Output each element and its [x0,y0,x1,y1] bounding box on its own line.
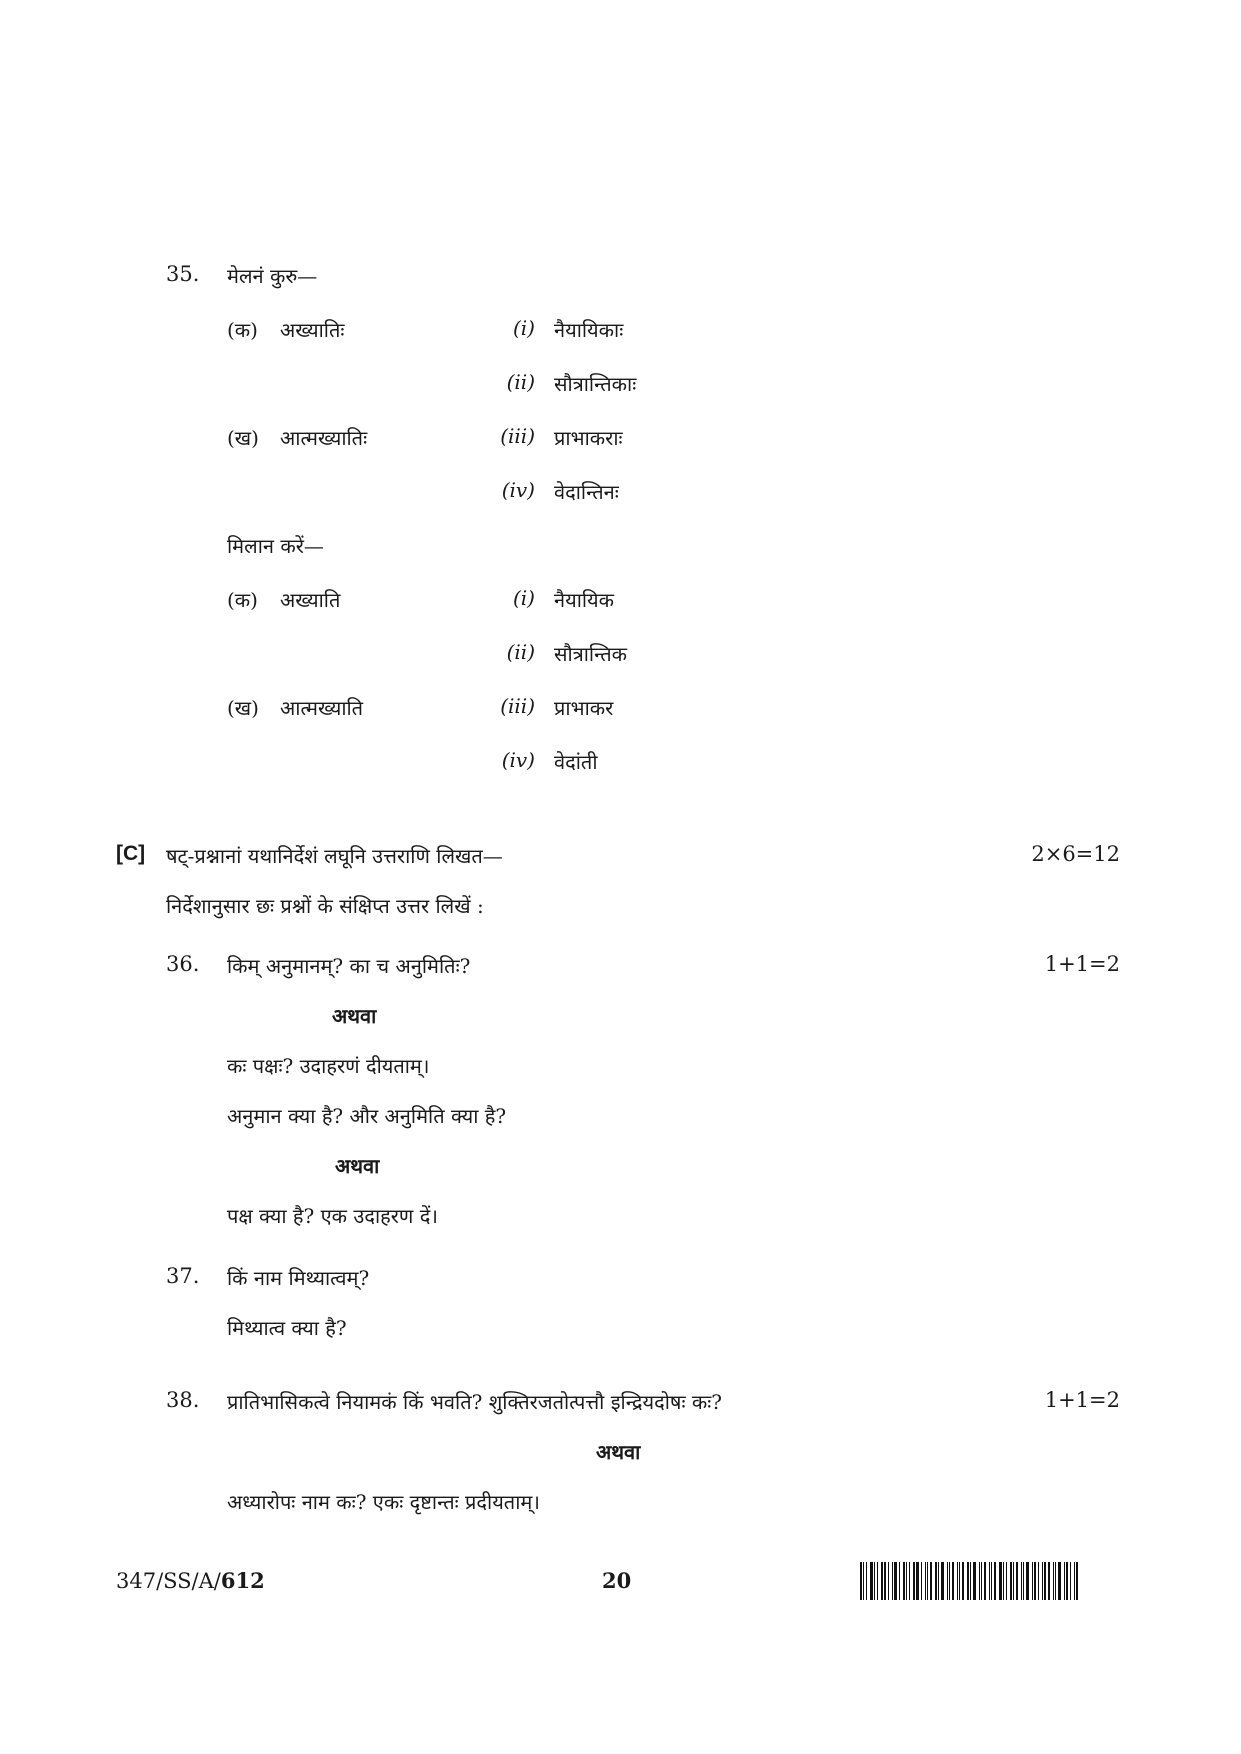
paper-code-prefix: 347/SS/A/ [116,1569,221,1593]
barcode-bar [1058,1562,1061,1600]
q38-alt: अध्यारोपः नाम कः? एकः दृष्टान्तः प्रदीयताम्। [227,1490,540,1514]
barcode-bar [906,1562,907,1600]
q35-option-ka: (क) [227,318,258,342]
barcode-bar [1016,1562,1018,1600]
barcode-bar [860,1562,862,1600]
barcode-bar [903,1562,905,1600]
barcode-bar [1038,1562,1039,1600]
barcode-bar [1055,1562,1056,1600]
barcode-bar [1064,1562,1065,1600]
barcode-bar [981,1562,982,1600]
barcode-bar [949,1562,950,1600]
q35-hindi-title: मिलान करें— [227,534,324,558]
q35-right-num: (ii) [506,370,535,394]
q35-hindi-option-kha-text: आत्मख्याति [280,696,364,720]
barcode-bar [913,1562,915,1600]
barcode-bar [927,1562,928,1600]
barcode-bar [952,1562,954,1600]
barcode-bar [1034,1562,1036,1600]
barcode-bar [1013,1562,1014,1600]
q35-hindi-right-text: नैयायिक [554,588,615,612]
q38-marks: 1+1=2 [1044,1388,1120,1412]
barcode-bar [989,1562,990,1600]
barcode-bar [967,1562,969,1600]
barcode-image [860,1562,1122,1600]
paper-code-bold: 612 [220,1568,265,1593]
barcode-bar [979,1562,980,1600]
q36-number: 36. [166,952,200,976]
barcode-bar [925,1562,926,1600]
q35-option-kha: (ख) [227,426,259,450]
q35-hindi-option-ka-text: अख्याति [280,588,341,612]
barcode-bar [921,1562,922,1600]
barcode-bar [991,1562,992,1600]
q35-hindi-right-num: (iii) [500,694,535,718]
paper-code [116,1568,265,1593]
barcode-bar [888,1562,889,1600]
q35-number: 35. [166,262,200,286]
q35-right-num: (iv) [501,478,535,502]
section-c-instruction-hindi: निर्देशानुसार छः प्रश्नों के संक्षिप्त उत्तर लिखें : [166,894,484,918]
barcode-bar [874,1562,875,1600]
q38-text: प्रातिभासिकत्वे नियामकं किं भवति? शुक्तिरजतोत्पत्तौ इन्द्रियदोषः कः? [227,1390,722,1414]
barcode-bar [1048,1562,1050,1600]
barcode-bar [930,1562,932,1600]
q35-right-num: (iii) [500,424,535,448]
section-c-instruction-sanskrit: षट्-प्रश्नानां यथानिर्देशं लघूनि उत्तराणि लिखत— [166,844,503,868]
barcode-bar [1076,1562,1078,1600]
barcode-bar [916,1562,919,1600]
barcode-bar [957,1562,958,1600]
barcode-bar [884,1562,886,1600]
q35-hindi-right-num: (iv) [501,748,535,772]
q35-title: मेलनं कुरु— [227,264,318,288]
barcode-bar [866,1562,867,1600]
q35-right-text: वेदान्तिनः [554,480,619,504]
barcode-bar [935,1562,937,1600]
barcode-bar [947,1562,948,1600]
q36-alt-hindi: पक्ष क्या है? एक उदाहरण दें। [227,1204,438,1228]
barcode-bar [994,1562,996,1600]
barcode-bar [1074,1562,1075,1600]
barcode-bar [1023,1562,1024,1600]
q36-or: अथवा [332,1004,377,1028]
barcode-bar [999,1562,1002,1600]
q35-hindi-right-num: (ii) [506,640,535,664]
barcode-bar [863,1562,864,1600]
q38-or: अथवा [596,1440,641,1464]
barcode-bar [881,1562,883,1600]
q35-option-ka-text: अख्यातिः [280,318,345,342]
barcode-bar [1021,1562,1022,1600]
barcode-bar [973,1562,976,1600]
q37-number: 37. [166,1264,200,1288]
q35-right-text: सौत्रान्तिकाः [554,372,637,396]
q36-text: किम् अनुमानम्? का च अनुमितिः? [227,954,471,978]
barcode-bar [984,1562,986,1600]
q35-hindi-right-text: सौत्रान्तिक [554,642,628,666]
q35-hindi-right-text: वेदांती [554,750,598,774]
q36-hindi: अनुमान क्या है? और अनुमिति क्या है? [227,1104,507,1128]
page-number: 20 [602,1568,632,1593]
barcode-bar [970,1562,971,1600]
barcode-bar [1026,1562,1029,1600]
q35-right-text: नैयायिकाः [554,318,624,342]
barcode-bar [938,1562,939,1600]
barcode-bar [1044,1562,1046,1600]
barcode-bar [1053,1562,1054,1600]
barcode-bar [877,1562,878,1600]
section-c-marks: 2×6=12 [1031,842,1120,866]
q36-alt-sanskrit: कः पक्षः? उदाहरणं दीयताम्। [227,1054,430,1078]
q37-text: किं नाम मिथ्यात्वम्? [227,1266,370,1290]
q35-hindi-right-num: (i) [512,586,535,610]
barcode-bar [941,1562,944,1600]
q37-hindi: मिथ्यात्व क्या है? [227,1316,347,1340]
q35-hindi-right-text: प्राभाकर [554,696,614,720]
barcode-bar [870,1562,873,1600]
q35-right-num: (i) [512,316,535,340]
barcode-bar [892,1562,893,1600]
q35-option-kha-text: आत्मख्यातिः [280,426,368,450]
section-c-label: [C] [116,842,146,865]
barcode-bar [1042,1562,1043,1600]
barcode-bar [909,1562,910,1600]
barcode-bar [1006,1562,1007,1600]
q36-marks: 1+1=2 [1044,952,1120,976]
q38-number: 38. [166,1388,200,1412]
q35-hindi-option-ka: (क) [227,588,258,612]
barcode-bar [899,1562,900,1600]
barcode-bar [1010,1562,1012,1600]
q35-right-text: प्राभाकराः [554,426,623,450]
barcode-bar [1066,1562,1068,1600]
q36-or-hindi: अथवा [335,1154,380,1178]
barcode-bar [1070,1562,1071,1600]
barcode-bar [959,1562,960,1600]
barcode-bar [1032,1562,1033,1600]
q35-hindi-option-kha: (ख) [227,696,259,720]
barcode-bar [1003,1562,1004,1600]
barcode-bar [894,1562,897,1600]
barcode-bar [962,1562,964,1600]
